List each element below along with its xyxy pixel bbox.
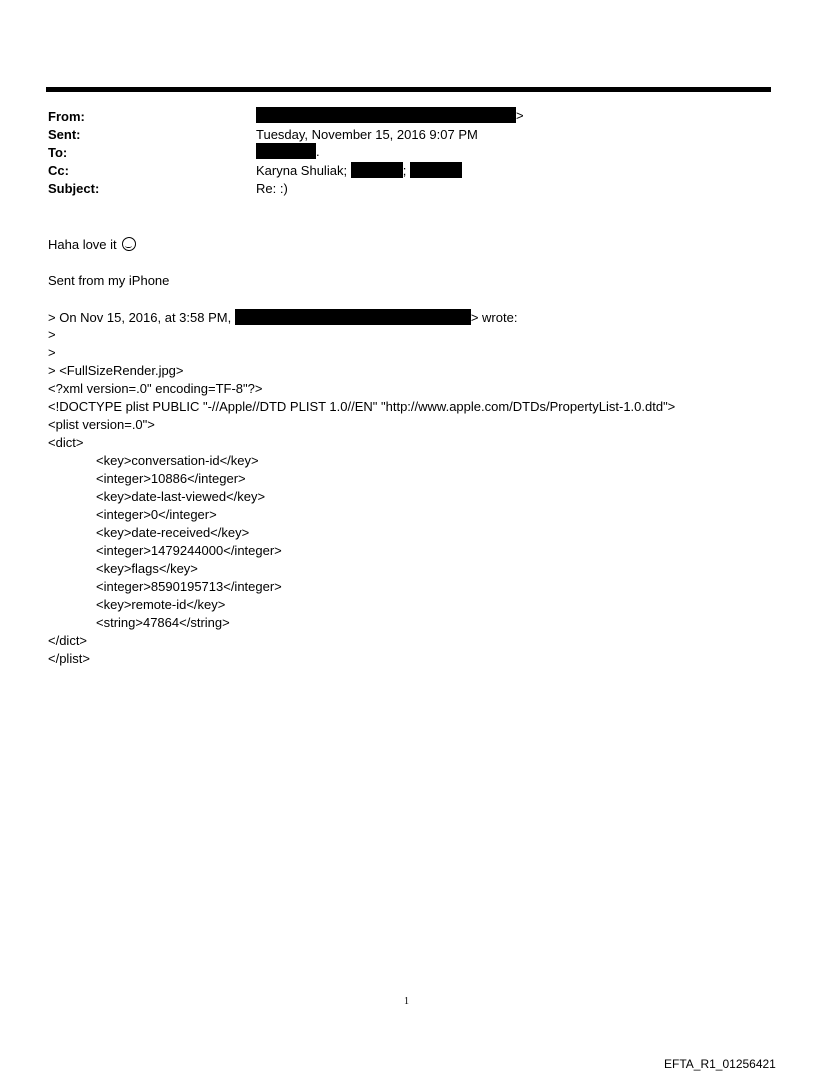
dict-entry: <integer>0</integer>	[96, 507, 217, 522]
doctype-line: <!DOCTYPE plist PUBLIC "-//Apple//DTD PLIST 1.0//EN" "http://www.apple.com/DTDs/PropertyList-1.0.dtd">	[48, 399, 676, 414]
plist-close: </plist>	[48, 651, 90, 666]
dict-entry: <integer>10886</integer>	[96, 471, 246, 486]
dict-entry: <key>conversation-id</key>	[96, 453, 259, 468]
redaction-block	[351, 162, 403, 178]
quote-gt-2: >	[48, 345, 56, 360]
dict-entry: <key>date-received</key>	[96, 525, 250, 540]
dict-open: <dict>	[48, 435, 84, 450]
dict-close: </dict>	[48, 633, 88, 648]
dict-entry: <key>flags</key>	[96, 561, 198, 576]
cc-value	[256, 162, 462, 178]
quote-suffix: > wrote:	[470, 310, 518, 325]
redaction-block	[410, 162, 462, 178]
to-suffix: .	[316, 144, 320, 159]
quote-prefix: > On Nov 15, 2016, at 3:58 PM,	[48, 310, 232, 325]
dict-entry: <integer>1479244000</integer>	[96, 543, 282, 558]
body-text: Haha love it	[48, 237, 117, 252]
from-suffix: >	[516, 108, 524, 123]
to-label: To:	[48, 145, 68, 160]
subject-label: Subject:	[48, 181, 100, 196]
cc-name: Karyna Shuliak;	[256, 163, 348, 178]
sent-label: Sent:	[48, 127, 81, 142]
dict-entry: <integer>8590195713</integer>	[96, 579, 282, 594]
cc-sep: ;	[402, 163, 407, 178]
redaction-block	[256, 143, 316, 159]
dict-entry: <key>remote-id</key>	[96, 597, 226, 612]
from-value	[256, 107, 524, 123]
sent-value: Tuesday, November 15, 2016 9:07 PM	[256, 127, 478, 142]
subject-value: Re: :)	[256, 181, 288, 196]
redaction-block	[235, 309, 471, 325]
body-line-1	[48, 237, 136, 252]
dict-entry: <key>date-last-viewed</key>	[96, 489, 266, 504]
page-number: 1	[404, 996, 409, 1007]
quote-header	[48, 309, 517, 325]
to-value	[256, 143, 320, 159]
plist-open: <plist version=.0">	[48, 417, 155, 432]
attachment-line: > <FullSizeRender.jpg>	[48, 363, 184, 378]
redaction-block	[256, 107, 516, 123]
from-label: From:	[48, 109, 85, 124]
document-id: EFTA_R1_01256421	[664, 1057, 776, 1071]
dict-entry: <string>47864</string>	[96, 615, 230, 630]
smiling-face-icon	[122, 237, 136, 251]
xml-decl: <?xml version=.0" encoding=TF-8"?>	[48, 381, 263, 396]
signature-line: Sent from my iPhone	[48, 273, 170, 288]
header-rule	[46, 87, 771, 92]
quote-gt-1: >	[48, 327, 56, 342]
cc-label: Cc:	[48, 163, 69, 178]
